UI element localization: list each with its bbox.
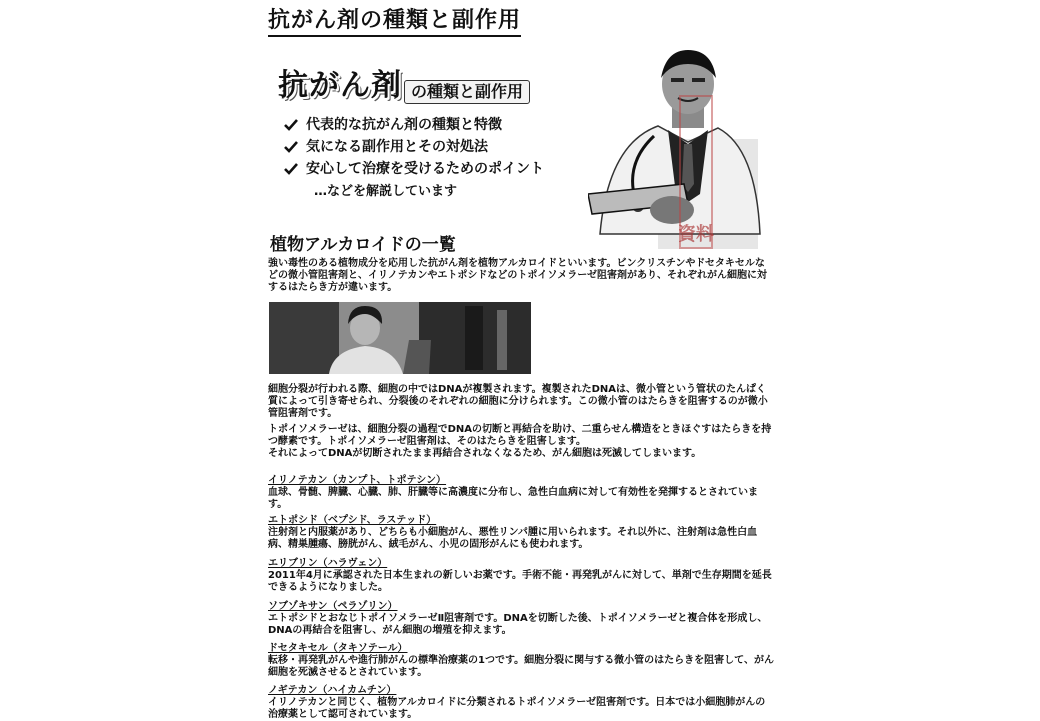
checkmark-icon [284, 118, 298, 132]
checkmark-icon [284, 162, 298, 176]
banner-bullet-text: 代表的な抗がん剤の種類と特徴 [306, 117, 502, 133]
banner-bullet-list [284, 114, 578, 180]
page-title: 抗がん剤の種類と副作用 [268, 8, 521, 37]
paragraph-topoisomerase-line: それによってDNAが切断されたまま再結合されなくなるため、がん細胞は死滅してしまいます。 [268, 448, 702, 459]
drug-description: 転移・再発乳がんや進行肺がんの標準治療薬の1つです。細胞分裂に関与する微小管のはたらきを阻害して、がん細胞を死滅させるとされています。 [268, 655, 774, 678]
drug-description: 血球、骨髄、脾臓、心臓、肺、肝臓等に高濃度に分布し、急性白血病に対して有効性を発揮するとされています。 [268, 487, 758, 510]
banner-bullet-text: 安心して治療を受けるためのポイント [306, 161, 544, 177]
banner-sub-text: の種類と副作用 [404, 80, 530, 104]
drug-description: エトポシドとおなじトポイソメラーゼⅡ阻害剤です。DNAを切断した後、トポイソメラーゼと複合体を形成し、DNAの再結合を阻害し、がん細胞の増殖を抑えます。 [268, 613, 768, 636]
drug-name: ソブゾキサン（ペラゾリン） [268, 601, 398, 612]
patient-photo [269, 302, 531, 374]
paragraph-microtubule: 細胞分裂が行われる際、細胞の中ではDNAが複製されます。複製されたDNAは、微小管という管状のたんぱく質によって引き寄せられ、分裂後のそれぞれの細胞に分けられます。この微小管のはたらきを阻害するのが微小管阻害剤です。 [268, 384, 768, 419]
drug-description: イリノテカンと同じく、植物アルカロイドに分類されるトポイソメラーゼ阻害剤です。日本では小細胞肺がんの治療薬として認可されています。 [268, 697, 766, 720]
paragraph-topoisomerase-line: トポイソメラーゼは、細胞分裂の過程でDNAの切断と再結合を助け、二重らせん構造をときほぐすはたらきを持つ酵素です。トポイソメラーゼ阻害剤は、そのはたらきを阻害します。 [268, 424, 772, 447]
paragraph-topoisomerase [268, 424, 774, 460]
drug-name: ドセタキセル（タキソテール） [268, 643, 408, 654]
drug-name: イリノテカン（カンプト、トポテシン） [268, 475, 447, 486]
drug-name: エリブリン（ハラヴェン） [268, 558, 388, 569]
drug-description: 2011年4月に承認された日本生まれの新しいお薬です。手術不能・再発乳がんに対して、単剤で生存期間を延長できるようになりました。 [268, 570, 772, 593]
drug-description: 注射剤と内服薬があり、どちらも小細胞がん、悪性リンパ腫に用いられます。それ以外に、注射剤は急性白血病、精巣腫瘍、膀胱がん、絨毛がん、小児の固形がんにも使われます。 [268, 527, 758, 550]
checkmark-icon [284, 140, 298, 154]
doctor-illustration [588, 44, 766, 250]
drug-entry [268, 508, 774, 551]
stamp-label: 資料 [678, 224, 714, 245]
banner-bullet [284, 136, 578, 158]
banner-title [278, 68, 578, 104]
banner-note: …などを解説しています [314, 184, 458, 199]
drug-entry [268, 468, 774, 511]
drug-entry [268, 678, 774, 721]
banner-bullet [284, 114, 578, 136]
pamphlet-banner [278, 68, 578, 218]
drug-entry [268, 594, 774, 637]
banner-bullet-text: 気になる副作用とその対処法 [306, 139, 488, 155]
drug-name: ノギテカン（ハイカムチン） [268, 685, 397, 696]
drug-entry [268, 551, 774, 594]
section-intro: 強い毒性のある植物成分を応用した抗がん剤を植物アルカロイドといいます。ビンクリスチンやドセタキセルなどの微小管阻害剤と、イリノテカンやエトポシドなどのトポイソメラーゼ阻害剤があり、それぞれがん細胞に対するはたらき方が違います。 [268, 258, 767, 293]
drug-entry [268, 636, 774, 679]
banner-main-text: 抗がん剤 [278, 68, 402, 103]
drug-name: エトポシド（ベプシド、ラステッド） [268, 515, 437, 526]
banner-bullet [284, 158, 578, 180]
section-heading: 植物アルカロイドの一覧 [270, 235, 456, 255]
